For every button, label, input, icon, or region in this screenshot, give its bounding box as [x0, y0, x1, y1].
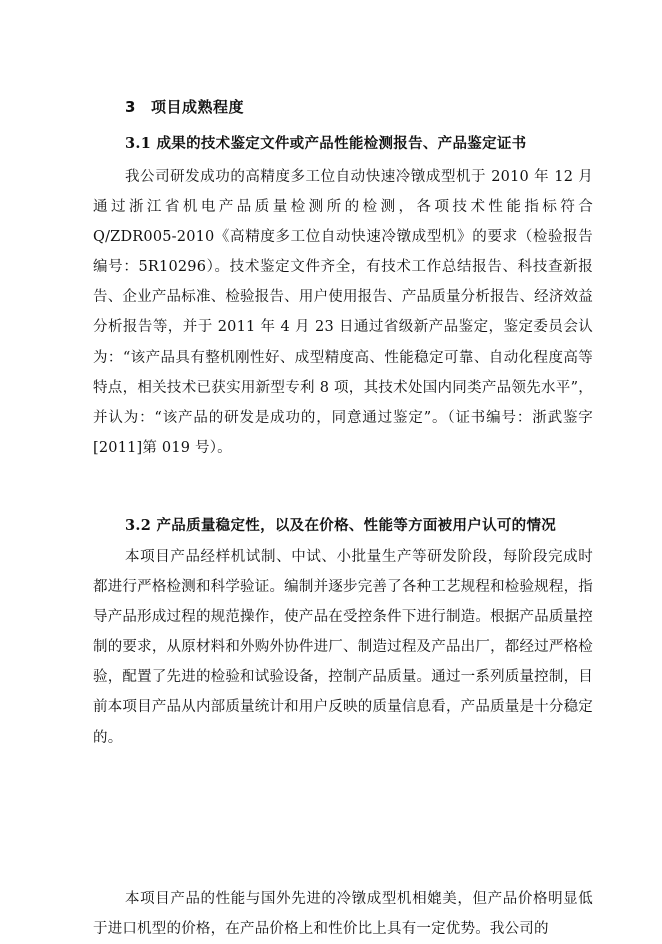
section-title [125, 96, 244, 117]
subsection-heading-3-1: 3.1 成果的技术鉴定文件或产品性能检测报告、产品鉴定证书 [125, 135, 527, 152]
paragraph-3-1: 我公司研发成功的高精度多工位自动快速冷镦成型机于 2010 年 12 月通过浙江省机电产品质量检测所的检测，各项技术性能指标符合 Q/ZDR005-2010《高精度多工位自动快速冷镦成型机》的要求（检验报告编号：5R10296）。技术鉴定文件齐全，有技术工作总结报告、科技查新报告、企业产品标准、检验报告、用户使用报告、产品质量分析报告、经济效益分析报告等，并于 2011 年 4 月 23 日通过省级新产品鉴定，鉴定委员会认为：“该产品具有整机刚性好、成型精度高、性能稳定可靠、自动化程度高等特点，相关技术已获实用新型专利 8 项，其技术处国内同类产品领先水平”，并认为：“该产品的研发是成功的，同意通过鉴定”。（证书编号：浙武鉴字[2011]第 019 号）。 [93, 169, 593, 456]
subsection-heading-3-2: 3.2 产品质量稳定性，以及在价格、性能等方面被用户认可的情况 [125, 517, 557, 534]
section-title-text: 项目成熟程度 [151, 98, 245, 116]
paragraph-3-2-price: 本项目产品的性能与国外先进的冷镦成型机相媲美，但产品价格明显低于进口机型的价格，在产品价格上和性价比上具有一定优势。我公司的 [93, 891, 593, 938]
section-number: 3 [125, 98, 136, 116]
paragraph-3-2-quality: 本项目产品经样机试制、中试、小批量生产等研发阶段，每阶段完成时都进行严格检测和科学验证。编制并逐步完善了各种工艺规程和检验规程，指导产品形成过程的规范操作，使产品在受控条件下进行制造。根据产品质量控制的要求，从原材料和外购外协件进厂、制造过程及产品出厂，都经过严格检验，配置了先进的检验和试验设备，控制产品质量。通过一系列质量控制，目前本项目产品从内部质量统计和用户反映的质量信息看，产品质量是十分稳定的。 [93, 549, 593, 746]
